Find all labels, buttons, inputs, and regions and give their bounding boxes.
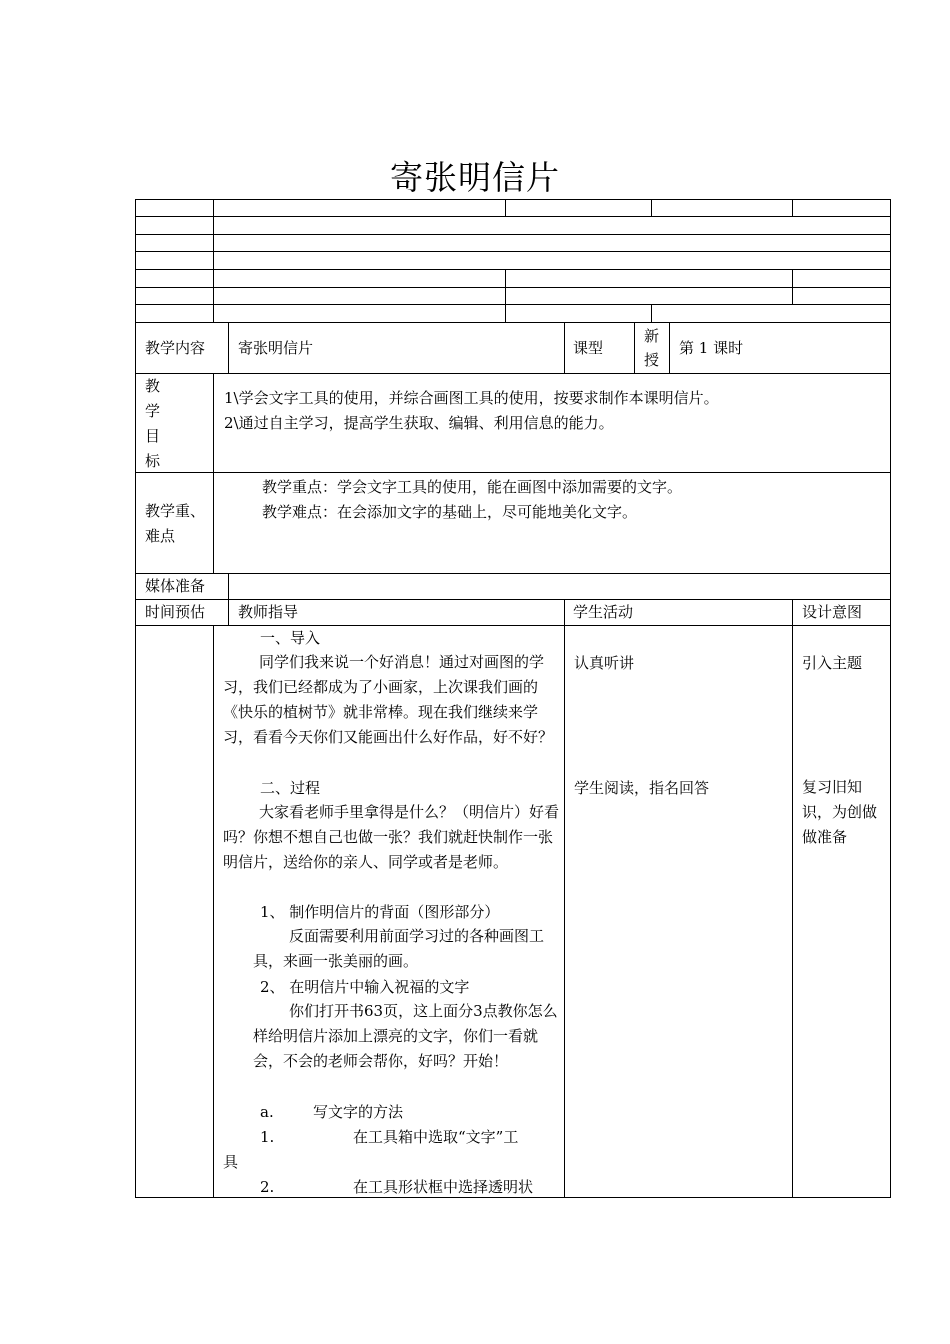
list-text: 在工具箱中选取“文字”工: [353, 1128, 519, 1146]
header-teacher: 教师指导: [238, 603, 299, 621]
table-rule: [135, 599, 891, 600]
objectives-label: 教: [145, 377, 161, 395]
table-rule: [135, 287, 891, 288]
lesson-type-value: 授: [644, 351, 660, 369]
table-rule: [135, 373, 891, 374]
objectives-label: 标: [145, 452, 161, 470]
objective-item: 2\通过自主学习，提高学生获取、编辑、利用信息的能力。: [224, 414, 614, 432]
content-value: 寄张明信片: [238, 339, 314, 357]
header-time: 时间预估: [145, 603, 206, 621]
page-title: 寄张明信片: [390, 158, 560, 197]
intro-paragraph: 同学们我来说一个好消息！通过对画图的学习，我们已经都成为了小画家，上次课我们画的《快乐的植树节》就非常棒。现在我们继续来学习，看看今天你们又能画出什么好作品，好不好？: [223, 653, 554, 746]
media-label: 媒体准备: [145, 577, 206, 595]
sub-marker: a.: [260, 1103, 274, 1121]
process-paragraph: 大家看老师手里拿得是什么？（明信片）好看吗？你想不想自己也做一张？我们就赶快制作一张明信片，送给你的亲人、同学或者是老师。: [223, 803, 560, 871]
objectives-label: 学: [145, 402, 161, 420]
table-rule: [135, 251, 891, 252]
section-heading: 一、导入: [260, 629, 321, 647]
table-rule: [135, 625, 891, 626]
table-rule: [634, 322, 635, 373]
table-rule: [135, 199, 136, 1197]
table-rule: [792, 199, 793, 216]
lesson-period: 第 1 课时: [679, 339, 744, 357]
key-points-label: 难点: [145, 527, 176, 545]
table-rule: [792, 599, 793, 1197]
list-text: 具: [223, 1153, 239, 1171]
table-rule: [135, 472, 891, 473]
table-rule: [669, 322, 670, 373]
header-student: 学生活动: [573, 603, 634, 621]
table-rule: [135, 216, 891, 217]
table-rule: [651, 199, 652, 216]
table-rule: [213, 625, 214, 1197]
objectives-label: 目: [145, 427, 161, 445]
table-rule: [792, 269, 793, 304]
objective-item: 1\学会文字工具的使用，并综合画图工具的使用，按要求制作本课明信片。: [224, 389, 719, 407]
table-rule: [135, 199, 891, 200]
table-rule: [135, 573, 891, 574]
table-rule: [651, 304, 652, 322]
table-rule: [135, 1197, 891, 1198]
step-title: 1、 制作明信片的背面（图形部分）: [260, 903, 500, 921]
table-rule: [505, 269, 506, 322]
section-heading: 二、过程: [260, 779, 321, 797]
design-intent: 复习旧知识，为创做做准备: [802, 778, 878, 846]
table-rule: [228, 573, 229, 599]
design-intent: 引入主题: [802, 654, 863, 672]
table-rule: [890, 199, 891, 1197]
lesson-type-label: 课型: [573, 339, 604, 357]
table-rule: [135, 234, 891, 235]
sub-title: 写文字的方法: [313, 1103, 404, 1121]
lesson-type-value: 新: [644, 327, 660, 345]
teaching-focus: 教学重点：学会文字工具的使用，能在画图中添加需要的文字。: [262, 478, 683, 496]
table-rule: [213, 373, 214, 573]
step-title: 2、 在明信片中输入祝福的文字: [260, 978, 470, 996]
table-rule: [564, 322, 565, 373]
student-activity: 认真听讲: [574, 654, 635, 672]
table-rule: [505, 199, 506, 216]
key-points-label: 教学重、: [145, 502, 206, 520]
table-rule: [228, 599, 229, 625]
header-design: 设计意图: [802, 603, 863, 621]
table-rule: [135, 269, 891, 270]
list-text: 在工具形状框中选择透明状: [353, 1178, 534, 1196]
teaching-difficulty: 教学难点：在会添加文字的基础上，尽可能地美化文字。: [262, 503, 638, 521]
list-number: 1.: [260, 1128, 275, 1146]
list-number: 2.: [260, 1178, 275, 1196]
table-rule: [228, 322, 229, 373]
step-body: 反面需要利用前面学习过的各种画图工具，来画一张美丽的画。: [253, 927, 545, 970]
table-rule: [135, 322, 891, 323]
table-rule: [213, 199, 214, 322]
step-body: 你们打开书63页，这上面分3点教你怎么样给明信片添加上漂亮的文字，你们一看就会，不会的老师会帮你，好吗？开始！: [253, 1002, 558, 1070]
table-rule: [135, 304, 891, 305]
table-rule: [564, 599, 565, 1197]
student-activity: 学生阅读，指名回答: [574, 779, 710, 797]
content-label: 教学内容: [145, 339, 206, 357]
